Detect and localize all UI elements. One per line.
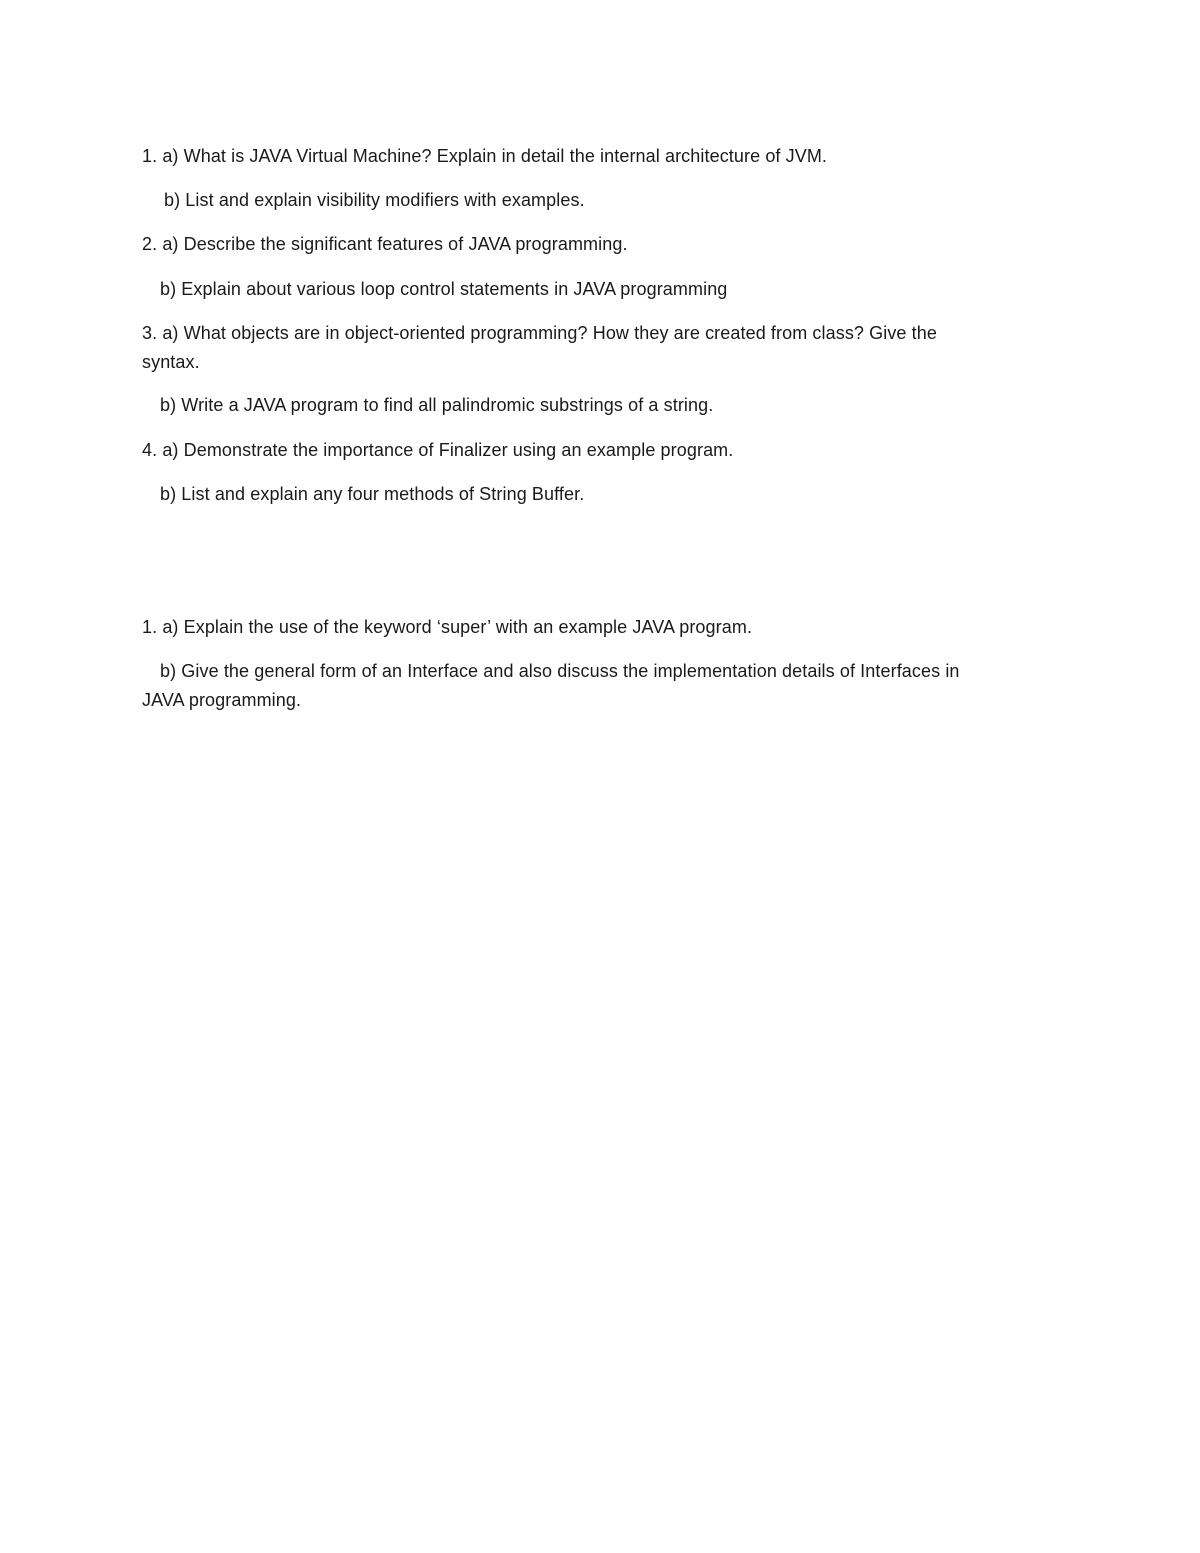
question-1a: 1. a) What is JAVA Virtual Machine? Explain in detail the internal architecture of JVM. [142,146,828,166]
question-set2-1b-line-1: b) Give the general form of an Interface and also discuss the implementation details of Interfaces in [160,661,960,681]
question-1b: b) List and explain visibility modifiers with examples. [164,190,585,210]
question-3a-line-2: syntax. [142,352,200,372]
question-4b: b) List and explain any four methods of String Buffer. [160,484,585,504]
question-2a: 2. a) Describe the significant features of JAVA programming. [142,234,628,254]
question-4a: 4. a) Demonstrate the importance of Finalizer using an example program. [142,440,734,460]
question-set2-1a: 1. a) Explain the use of the keyword ‘super’ with an example JAVA program. [142,617,753,637]
question-set2-1b-line-2: JAVA programming. [142,690,302,710]
question-2b: b) Explain about various loop control statements in JAVA programming [160,279,728,299]
question-3b: b) Write a JAVA program to find all palindromic substrings of a string. [160,395,714,415]
question-3a-line-1: 3. a) What objects are in object-oriented programming? How they are created from class? Give the [142,323,937,343]
